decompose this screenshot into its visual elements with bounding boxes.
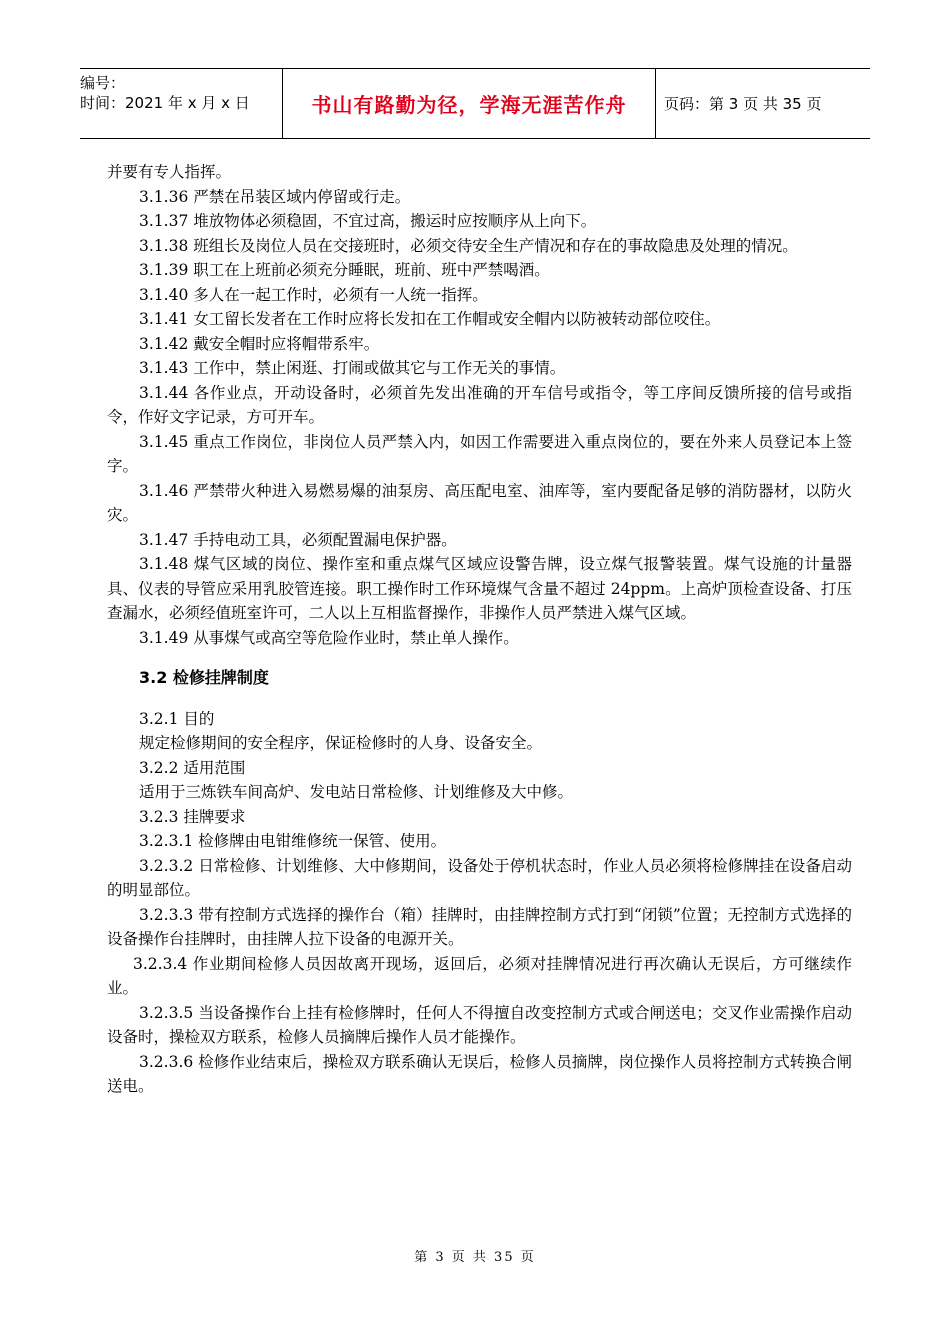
header-meta xyxy=(80,69,282,138)
paragraph: 3.2.3.3 带有控制方式选择的操作台（箱）挂牌时，由挂牌控制方式打到“闭锁”位置；无控制方式选择的设备操作台挂牌时，由挂牌人拉下设备的电源开关。 xyxy=(107,905,852,948)
header-page-info: 页码：第 3 页 共 35 页 xyxy=(664,95,822,113)
paragraph: 3.1.37 堆放物体必须稳固，不宜过高，搬运时应按顺序从上向下。 xyxy=(139,212,597,230)
page-header xyxy=(80,68,870,139)
paragraph: 3.1.47 手持电动工具，必须配置漏电保护器。 xyxy=(139,530,457,549)
paragraph: 适用于三炼铁车间高炉、发电站日常检修、计划维修及大中修。 xyxy=(139,783,574,801)
paragraph: 3.1.38 班组长及岗位人员在交接班时，必须交待安全生产情况和存在的事故隐患及处理的情况。 xyxy=(139,236,798,255)
paragraph: 3.2.3.1 检修牌由电钳维修统一保管、使用。 xyxy=(139,832,447,850)
paragraph: 3.2.1 目的 xyxy=(139,709,215,728)
paragraph: 3.2.2 适用范围 xyxy=(139,758,246,777)
paragraph: 3.1.48 煤气区域的岗位、操作室和重点煤气区域应设警告牌，设立煤气报警装置。煤气设施的计量器具、仪表的导管应采用乳胶管连接。职工操作时工作环境煤气含量不超过 24ppm。上高炉顶检查设备、打压查漏水，必须经值班室许可，二人以上互相监督操作，非操作人员严禁进入煤气区域。 xyxy=(107,555,852,622)
paragraph: 3.2.3.6 检修作业结束后，操检双方联系确认无误后，检修人员摘牌，岗位操作人员将控制方式转换合闸送电。 xyxy=(107,1052,852,1095)
paragraph: 3.1.40 多人在一起工作时，必须有一人统一指挥。 xyxy=(139,285,488,304)
paragraph: 规定检修期间的安全程序，保证检修时的人身、设备安全。 xyxy=(139,734,543,752)
paragraph: 3.1.45 重点工作岗位，非岗位人员严禁入内，如因工作需要进入重点岗位的，要在外来人员登记本上签字。 xyxy=(107,432,852,475)
paragraph: 3.1.41 女工留长发者在工作时应将长发扣在工作帽或安全帽内以防被转动部位咬住。 xyxy=(139,310,721,328)
document-body xyxy=(107,160,852,1099)
paragraph: 并要有专人指挥。 xyxy=(107,163,232,181)
paragraph: 3.2.3.2 日常检修、计划维修、大中修期间，设备处于停机状态时，作业人员必须将检修牌挂在设备启动的明显部位。 xyxy=(107,856,852,899)
paragraph: 3.2.3 挂牌要求 xyxy=(139,807,246,826)
document-number-label: 编号： xyxy=(80,74,126,92)
paragraph: 3.2.3.5 当设备操作台上挂有检修牌时，任何人不得擅自改变控制方式或合闸送电；交叉作业需操作启动设备时，操检双方联系，检修人员摘牌后操作人员才能操作。 xyxy=(107,1003,852,1046)
paragraph: 3.1.36 严禁在吊装区域内停留或行走。 xyxy=(139,187,411,206)
page-footer: 第 3 页 共 35 页 xyxy=(414,1250,536,1265)
document-date: 时间：2021 年 x 月 x 日 xyxy=(80,94,250,112)
paragraph: 3.1.43 工作中，禁止闲逛、打闹或做其它与工作无关的事情。 xyxy=(139,359,566,377)
paragraph: 3.1.46 严禁带火种进入易燃易爆的油泵房、高压配电室、油库等，室内要配备足够的消防器材，以防火灾。 xyxy=(107,481,852,524)
header-motto: 书山有路勤为径，学海无涯苦作舟 xyxy=(282,69,656,138)
paragraph: 3.1.44 各作业点，开动设备时，必须首先发出准确的开车信号或指令，等工序间反馈所接的信号或指令，作好文字记录，方可开车。 xyxy=(107,383,852,426)
paragraph: 3.1.39 职工在上班前必须充分睡眠，班前、班中严禁喝酒。 xyxy=(139,261,550,279)
paragraph: 3.2.3.4 作业期间检修人员因故离开现场，返回后，必须对挂牌情况进行再次确认无误后，方可继续作业。 xyxy=(107,954,852,997)
paragraph: 3.1.49 从事煤气或高空等危险作业时，禁止单人操作。 xyxy=(139,628,519,647)
section-heading: 3.2 检修挂牌制度 xyxy=(139,668,269,687)
paragraph: 3.1.42 戴安全帽时应将帽带系牢。 xyxy=(139,334,380,353)
